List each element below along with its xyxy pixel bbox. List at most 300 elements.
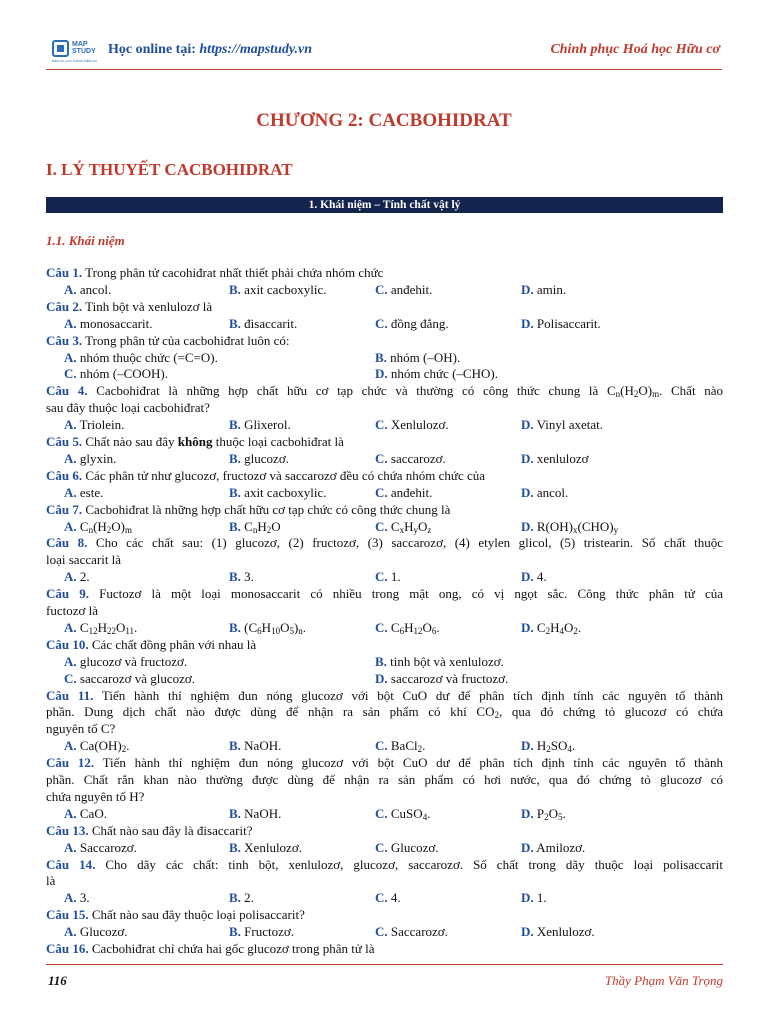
option-text: 2. — [244, 890, 254, 906]
option-text: nhóm chức (–CHO). — [390, 366, 498, 382]
formula-subscript: 22 — [106, 625, 116, 636]
formula-part: H — [97, 619, 107, 635]
formula-subscript: 5 — [289, 625, 294, 636]
question-text: Các chất đồng phân với nhau là — [91, 636, 257, 652]
question-stem-cont — [46, 703, 723, 720]
option-text: (C — [244, 619, 258, 635]
formula-part: O — [548, 805, 559, 821]
answer-option[interactable] — [375, 889, 401, 906]
option-letter: B. — [229, 484, 241, 500]
option-text: R(OH) — [536, 518, 573, 534]
answer-option[interactable] — [64, 805, 107, 822]
question-stem — [46, 906, 305, 923]
question-stem — [46, 467, 485, 484]
question-stem — [46, 822, 253, 839]
option-letter: C. — [375, 619, 388, 635]
option-letter: C. — [375, 484, 388, 500]
question-text: loại saccarit là — [46, 552, 122, 568]
question-text: Tinh bột và xenlulozơ là — [85, 298, 213, 314]
question-text: Cacbohiđrat là những hợp chất hữu cơ tạp chức và thường có công thức chung là C — [96, 383, 616, 399]
option-text: Vinyl axetat. — [536, 417, 604, 433]
option-text: C — [390, 518, 400, 534]
question-text: sau đây thuộc loại cacbohiđrat? — [46, 400, 210, 416]
option-text: Xenlulozơ. — [536, 924, 595, 940]
question-text: Cho các chất sau: (1) glucozơ, (2) fructozơ, (3) saccarozơ, (4) etylen glicol, (5) tristearin. Số chất thuộc — [95, 535, 724, 551]
formula-subscript: 4 — [422, 811, 428, 822]
formula-part: O — [417, 518, 428, 534]
question-text: Cho dãy các chất: tinh bột, xenlulozơ, glucozơ, saccarozơ. Số chất trong dãy thuộc loại polisaccarit — [105, 856, 723, 872]
option-text: C — [536, 619, 546, 635]
option-text: CuSO — [390, 805, 423, 821]
answer-option[interactable] — [64, 315, 152, 332]
answer-option[interactable] — [521, 315, 601, 332]
option-letter: D. — [521, 450, 534, 466]
formula-subscript: 6 — [431, 625, 437, 636]
question-number: Câu 1. — [46, 265, 83, 280]
option-text: Amilozơ. — [536, 839, 586, 855]
page-number: 116 — [48, 973, 67, 988]
question-number: Câu 2. — [46, 298, 83, 314]
formula-subscript: y — [413, 524, 418, 535]
question-text: Fuctozơ là một loại monosaccarit có nhiều trong mật ong, có vị ngọt sắc. Công thức phân tử của — [99, 586, 724, 602]
answer-option[interactable] — [521, 416, 603, 433]
formula-subscript: 4 — [567, 744, 572, 755]
formula-part: ) — [293, 619, 299, 635]
answer-option[interactable] — [375, 349, 460, 366]
formula-subscript: 2 — [573, 625, 578, 636]
option-letter: B. — [229, 619, 241, 635]
formula-subscript: 2 — [106, 524, 112, 535]
option-letter: A. — [64, 450, 77, 466]
online-url[interactable]: https://mapstudy.vn — [199, 42, 313, 57]
option-text: monosaccarit. — [79, 315, 153, 331]
option-text: C — [79, 619, 89, 635]
question-text: Cacbohiđrat chỉ chứa hai gốc glucozơ trong phân tử là — [91, 941, 375, 956]
answer-option[interactable] — [64, 365, 168, 382]
option-text: NaOH. — [244, 738, 282, 754]
option-letter: A. — [64, 518, 77, 534]
option-letter: A. — [64, 417, 77, 433]
answer-option[interactable] — [521, 737, 575, 754]
answer-option[interactable] — [375, 281, 432, 298]
formula-subscript: n — [88, 524, 94, 535]
formula-subscript: 2 — [546, 744, 551, 755]
question-stem — [46, 687, 723, 704]
answer-option[interactable] — [64, 923, 128, 940]
question-number: Câu 14. — [46, 856, 96, 872]
option-text: đồng đẳng. — [390, 315, 449, 331]
answer-option[interactable] — [229, 450, 289, 467]
question-stem — [46, 856, 723, 873]
question-text: nguyên tố C? — [46, 721, 116, 737]
formula-subscript: 12 — [413, 625, 423, 636]
formula-subscript: 2 — [494, 710, 499, 721]
mapstudy-logo — [52, 40, 104, 68]
answer-option[interactable] — [521, 839, 585, 856]
option-letter: B. — [229, 450, 241, 466]
formula-part: O — [271, 518, 281, 534]
answer-option[interactable] — [375, 839, 439, 856]
option-letter: C. — [375, 417, 388, 433]
question-text: Chất nào sau đây — [85, 434, 175, 449]
question-text: . Chất nào — [659, 383, 724, 399]
option-text: Glucozơ. — [390, 839, 439, 855]
option-letter: C. — [375, 738, 388, 754]
formula-part: . — [427, 805, 431, 821]
answer-option[interactable] — [521, 484, 568, 501]
option-text: anđehit. — [390, 281, 433, 297]
option-text: NaOH. — [244, 805, 282, 821]
series-title: Chinh phục Hoá học Hữu cơ — [550, 42, 720, 57]
formula-part: . — [436, 619, 440, 635]
question-text: fuctozơ là — [46, 603, 98, 618]
question-text: Tiến hành thí nghiệm đun nóng glucozơ với bột CuO dư để phân tích định tính các nguyên tố thành — [102, 755, 724, 771]
option-letter: B. — [375, 349, 387, 365]
option-letter: D. — [521, 484, 534, 500]
question-number: Câu 12. — [46, 755, 95, 771]
option-letter: C. — [375, 924, 388, 940]
option-text: 1. — [390, 569, 401, 585]
answer-option[interactable] — [229, 619, 306, 636]
option-text: Glucozơ. — [79, 924, 128, 940]
formula-subscript: 11 — [125, 625, 135, 636]
answer-option[interactable] — [375, 653, 504, 670]
answer-option[interactable] — [521, 805, 566, 822]
logo-tagline: BIẾN SỰ HỌC THÀNH NIỀM VUI — [52, 59, 98, 63]
question-stem — [46, 433, 344, 450]
formula-subscript: x — [399, 524, 405, 535]
answer-option[interactable] — [229, 518, 281, 535]
question-text: , qua đó chứng tỏ glucozơ có chứa — [499, 704, 723, 720]
answer-option[interactable] — [64, 484, 103, 501]
option-letter: C. — [375, 518, 388, 534]
option-letter: A. — [64, 924, 77, 940]
option-letter: A. — [64, 619, 77, 635]
option-text: P — [536, 805, 545, 821]
formula-subscript: 2 — [545, 625, 551, 636]
answer-option[interactable] — [64, 568, 90, 585]
formula-subscript: 6 — [399, 625, 405, 636]
option-text: glucozơ và fructozơ. — [79, 653, 188, 669]
formula-part: O — [563, 619, 574, 635]
answer-option[interactable] — [375, 484, 432, 501]
author-name: Thầy Phạm Văn Trọng — [604, 973, 723, 988]
answer-option[interactable] — [521, 450, 589, 467]
question-emphasis: không — [177, 434, 213, 449]
chapter-title: CHƯƠNG 2: CACBOHIDRAT — [256, 110, 512, 131]
option-text: CaO. — [79, 805, 107, 821]
question-stem — [46, 534, 723, 551]
formula-part: O) — [638, 383, 653, 399]
question-text: phần. Dung dịch chất nào được dùng để nhận ra sản phẩm có khí CO — [46, 704, 495, 720]
option-text: 3. — [244, 569, 254, 585]
option-letter: C. — [375, 450, 388, 466]
question-text: Chất nào sau đây là đisaccarit? — [91, 822, 253, 838]
option-letter: A. — [64, 281, 77, 297]
answer-option[interactable] — [229, 805, 281, 822]
question-text: Cacbohiđrat là những hợp chất hữu cơ tạp chức có công thức chung là — [85, 501, 451, 517]
option-letter: D. — [521, 315, 534, 331]
question-stem-cont — [46, 720, 115, 737]
answer-option[interactable] — [64, 839, 137, 856]
option-letter: D. — [521, 890, 534, 906]
option-letter: A. — [64, 738, 77, 754]
option-letter: C. — [64, 366, 77, 382]
formula-subscript: 10 — [271, 625, 281, 636]
question-number: Câu 7. — [46, 501, 83, 517]
formula-part: H — [404, 619, 414, 635]
formula-part: (H — [620, 383, 634, 399]
formula-subscript: z — [427, 524, 432, 535]
option-letter: C. — [375, 890, 388, 906]
answer-option[interactable] — [229, 416, 291, 433]
answer-option[interactable] — [521, 619, 581, 636]
page-footer — [46, 964, 723, 994]
answer-option[interactable] — [375, 518, 431, 535]
formula-part: . — [126, 738, 130, 754]
option-letter: C. — [64, 670, 77, 686]
answer-option[interactable] — [375, 450, 446, 467]
option-text: Triolein. — [79, 417, 125, 433]
answer-option[interactable] — [64, 653, 187, 670]
question-stem — [46, 298, 212, 315]
option-letter: D. — [521, 281, 534, 297]
answer-option[interactable] — [375, 416, 449, 433]
option-text: Fructozơ. — [244, 924, 295, 940]
answer-option[interactable] — [64, 416, 124, 433]
formula-part: . — [577, 619, 582, 635]
answer-option[interactable] — [375, 619, 440, 636]
option-text: tinh bột và xenlulozơ. — [390, 653, 504, 669]
option-letter: B. — [229, 805, 241, 821]
option-letter: B. — [229, 315, 241, 331]
option-letter: D. — [521, 417, 534, 433]
formula-part: O) — [111, 518, 125, 534]
formula-subscript: 6 — [257, 625, 262, 636]
subsection-title: 1.1. Khái niệm — [46, 233, 125, 248]
formula-subscript: 4 — [559, 625, 564, 636]
question-number: Câu 13. — [46, 822, 89, 838]
option-text: saccarozơ và glucozơ. — [79, 670, 196, 686]
option-text: C — [244, 518, 253, 534]
option-letter: B. — [375, 653, 387, 669]
option-text: đisaccarit. — [244, 315, 298, 331]
online-label: Học online tại: — [108, 42, 196, 57]
option-letter: D. — [521, 805, 534, 821]
answer-option[interactable] — [521, 518, 618, 535]
option-letter: A. — [64, 653, 77, 669]
question-stem-cont — [46, 399, 210, 416]
answer-option[interactable] — [375, 805, 430, 822]
option-text: anđehit. — [390, 484, 433, 500]
option-letter: B. — [229, 518, 241, 534]
logo-map-icon — [52, 40, 69, 57]
option-letter: C. — [375, 805, 388, 821]
option-letter: A. — [64, 315, 77, 331]
option-text: Ca(OH) — [79, 738, 122, 754]
question-number: Câu 9. — [46, 586, 89, 602]
question-number: Câu 10. — [46, 636, 89, 652]
option-letter: A. — [64, 839, 77, 855]
formula-subscript: y — [613, 524, 619, 535]
question-number: Câu 3. — [46, 332, 83, 348]
option-letter: D. — [521, 924, 534, 940]
question-stem-cont — [46, 551, 121, 568]
question-number: Câu 6. — [46, 467, 83, 483]
question-stem-cont — [46, 771, 723, 788]
answer-option[interactable] — [229, 281, 326, 298]
option-text: amin. — [536, 281, 567, 297]
option-text: Glixerol. — [244, 417, 291, 433]
option-text: axit cacboxylic. — [244, 281, 327, 297]
option-text: BaCl — [390, 738, 418, 754]
answer-option[interactable] — [64, 619, 137, 636]
option-letter: D. — [521, 518, 534, 534]
formula-subscript: m — [652, 389, 660, 400]
formula-subscript: 2 — [417, 744, 423, 755]
logo-word-map: MAP — [72, 41, 88, 48]
option-text: xenlulozơ — [536, 450, 589, 466]
formula-part: H — [257, 518, 267, 534]
answer-option[interactable] — [64, 670, 195, 687]
question-text: phần. Chất rắn khan nào thường được dùng để nhận ra sản phẩm có hơi nước, qua đó chứng tỏ glucozơ có — [46, 772, 723, 787]
option-letter: B. — [229, 890, 241, 906]
answer-option[interactable] — [229, 568, 254, 585]
option-text: nhóm (–OH). — [390, 349, 461, 365]
question-text: Trong phân tử của cacbohiđrat luôn có: — [85, 332, 290, 348]
question-stem — [46, 501, 450, 518]
answer-option[interactable] — [521, 281, 566, 298]
question-text: Chất nào sau đây thuộc loại polisaccarit? — [91, 907, 305, 923]
option-letter: B. — [229, 417, 241, 433]
option-text: Polisaccarit. — [536, 315, 601, 331]
answer-option[interactable] — [521, 889, 547, 906]
option-letter: B. — [229, 569, 241, 585]
answer-option[interactable] — [375, 670, 508, 687]
option-text: Saccarozơ. — [79, 839, 137, 855]
formula-part: SO — [550, 738, 568, 754]
question-stem — [46, 585, 723, 602]
option-text: H — [536, 738, 547, 754]
formula-subscript: 5 — [558, 811, 563, 822]
option-letter: A. — [64, 484, 77, 500]
option-text: glucozơ. — [244, 450, 289, 466]
question-text: là — [46, 873, 56, 889]
question-stem — [46, 382, 723, 399]
option-letter: A. — [64, 805, 77, 821]
answer-option[interactable] — [64, 349, 218, 366]
formula-part: H — [261, 619, 272, 635]
question-stem — [46, 636, 256, 653]
answer-option[interactable] — [375, 315, 449, 332]
header-divider — [46, 69, 722, 70]
option-text: este. — [79, 484, 104, 500]
question-number: Câu 11. — [46, 687, 94, 703]
question-text: chứa nguyên tố H? — [46, 788, 145, 804]
formula-subscript: 2 — [633, 389, 639, 400]
question-text: thuộc loại cacbohiđrat là — [215, 434, 344, 449]
formula-subscript: n — [252, 524, 258, 535]
question-text: Các phân tử như glucozơ, fructozơ và saccarozơ đều có chứa nhóm chức của — [85, 467, 486, 483]
option-letter: B. — [229, 738, 241, 754]
question-number: Câu 8. — [46, 535, 88, 551]
answer-option[interactable] — [64, 518, 132, 535]
option-text: ancol. — [536, 484, 569, 500]
formula-subscript: n — [298, 625, 303, 636]
footer-divider — [46, 964, 723, 965]
answer-option[interactable] — [64, 737, 130, 754]
formula-subscript: n — [615, 389, 621, 400]
formula-part: (H — [93, 518, 107, 534]
answer-option[interactable] — [375, 923, 448, 940]
option-letter: C. — [375, 281, 388, 297]
answer-option[interactable] — [229, 889, 254, 906]
answer-option[interactable] — [229, 923, 294, 940]
option-text: saccarozơ và fructozơ. — [390, 670, 509, 686]
answer-option[interactable] — [64, 450, 116, 467]
formula-part: . — [422, 738, 426, 754]
question-number: Câu 5. — [46, 434, 83, 449]
option-letter: C. — [375, 839, 388, 855]
option-text: 3. — [79, 890, 90, 906]
option-text: nhóm thuộc chức (=C=O). — [79, 349, 218, 365]
question-number: Câu 15. — [46, 907, 89, 923]
option-text: nhóm (–COOH). — [79, 366, 168, 382]
page-header — [46, 36, 722, 70]
question-stem-cont — [46, 788, 144, 805]
option-letter: D. — [375, 670, 388, 686]
answer-option[interactable] — [229, 839, 302, 856]
formula-subscript: 12 — [88, 625, 98, 636]
answer-option[interactable] — [64, 281, 111, 298]
formula-part: . — [134, 619, 138, 635]
option-letter: D. — [521, 619, 534, 635]
answer-option[interactable] — [229, 484, 326, 501]
answer-option[interactable] — [64, 889, 90, 906]
answer-option[interactable] — [229, 315, 297, 332]
formula-part: H — [550, 619, 560, 635]
option-text: 4. — [536, 569, 547, 585]
answer-option[interactable] — [375, 737, 425, 754]
option-text: Xenlulozơ. — [390, 417, 449, 433]
question-text: Trong phân tử cacohiđrat nhất thiết phải chứa nhóm chức — [85, 265, 384, 280]
question-stem — [46, 940, 375, 957]
answer-option[interactable] — [375, 568, 401, 585]
option-text: C — [79, 518, 89, 534]
formula-subscript: x — [573, 524, 578, 535]
answer-option[interactable] — [521, 568, 547, 585]
formula-part: H — [404, 518, 414, 534]
question-number: Câu 16. — [46, 941, 89, 956]
option-text: ancol. — [79, 281, 112, 297]
question-number: Câu 4. — [46, 383, 88, 399]
option-text: glyxin. — [79, 450, 117, 466]
online-link[interactable] — [108, 42, 312, 58]
option-letter: D. — [375, 366, 388, 382]
formula-part: (CHO) — [577, 518, 614, 534]
option-text: Xenlulozơ. — [244, 839, 302, 855]
answer-option[interactable] — [229, 737, 281, 754]
formula-subscript: m — [125, 524, 133, 535]
answer-option[interactable] — [521, 923, 595, 940]
option-letter: B. — [229, 839, 241, 855]
part-title: I. LÝ THUYẾT CACBOHIDRAT — [46, 160, 293, 179]
formula-subscript: 2 — [121, 744, 127, 755]
option-text: 2. — [79, 569, 90, 585]
answer-option[interactable] — [375, 365, 498, 382]
question-stem — [46, 264, 383, 281]
option-text: 4. — [390, 890, 401, 906]
